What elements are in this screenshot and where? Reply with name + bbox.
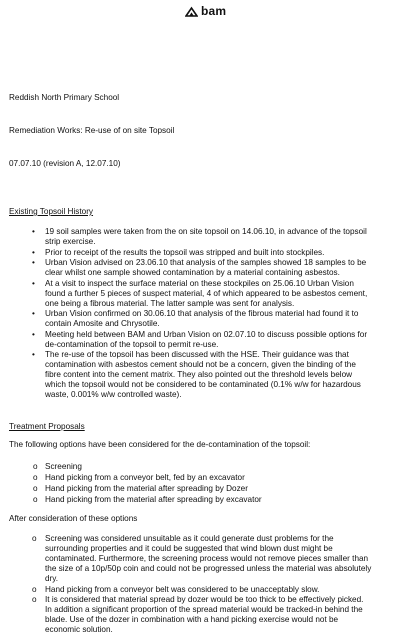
logo-text: bam: [201, 4, 227, 18]
list-item: o Hand picking from the material after spreading by excavator: [33, 495, 262, 504]
list-item: • Meeting held between BAM and Urban Vision on 02.07.10 to discuss possible options for de-contamination of the topsoil to permit re-use.: [32, 329, 368, 349]
document-subject: Remediation Works: Re-use of on site Topsoil: [9, 126, 175, 135]
circle-bullet-icon: o: [33, 495, 38, 504]
after-consideration-heading: After consideration of these options: [9, 514, 138, 523]
list-item: • The re-use of the topsoil has been discussed with the HSE. Their guidance was that contamination with asbestos cement should not be a concern, given the binding of the fibre content into the cement matrix. They also pointed out the threshold levels below which the topsoil would not be considered to be contaminated (0.1% w/w for hazardous waste, 0.001% w/w controlled waste).: [32, 350, 361, 399]
bam-logo-icon: [185, 6, 198, 17]
document-date: 07.07.10 (revision A, 12.07.10): [9, 159, 121, 168]
circle-bullet-icon: o: [33, 462, 38, 471]
list-item: o Hand picking from a conveyor belt, fed by an excavator: [33, 473, 245, 482]
list-item: o Screening: [33, 462, 82, 471]
bullet-icon: •: [32, 309, 35, 318]
list-item: o Hand picking from the material after spreading by Dozer: [33, 484, 248, 493]
bullet-icon: •: [32, 247, 35, 257]
bullet-icon: •: [32, 258, 35, 267]
school-name: Reddish North Primary School: [9, 93, 120, 102]
bullet-icon: •: [32, 329, 35, 339]
treatment-heading: Treatment Proposals: [9, 422, 85, 431]
bullet-icon: •: [32, 278, 35, 288]
circle-bullet-icon: o: [32, 595, 37, 604]
treatment-intro: The following options have been considered for the de-contamination of the topsoil:: [9, 440, 311, 449]
options-list: [9, 462, 401, 506]
list-item: o Screening was considered unsuitable as it could generate dust problems for the surrounding properties and it could be suggested that wind blown dust might be contaminated. Furthermore, the screening process would not remove pieces smaller than the size of a 10p/50p coin and could not be progressed unless the material was absolutely dry.: [32, 534, 372, 583]
list-item: • Prior to receipt of the results the topsoil was stripped and built into stockpiles.: [32, 247, 325, 257]
company-logo: [185, 4, 226, 19]
bullet-icon: •: [32, 350, 35, 359]
bullet-icon: •: [32, 227, 35, 236]
circle-bullet-icon: o: [32, 584, 37, 594]
list-item: • Urban Vision confirmed on 30.06.10 that analysis of the fibrous material had found it to contain Amosite and Chrysotile.: [32, 309, 359, 328]
circle-bullet-icon: o: [32, 534, 37, 543]
existing-history-heading: Existing Topsoil History: [9, 207, 94, 216]
list-item: • Urban Vision advised on 23.06.10 that analysis of the samples showed 18 samples to be clear whilst one sample showed contamination by a material containing asbestos.: [32, 258, 367, 277]
circle-bullet-icon: o: [33, 473, 38, 482]
list-item: • At a visit to inspect the surface material on these stockpiles on 25.06.10 Urban Vision found a further 5 pieces of suspect material, 4 of which appeared to be asbestos cement, one being a fibrous material. The latter sample was sent for analysis.: [32, 278, 368, 308]
circle-bullet-icon: o: [33, 484, 38, 493]
list-item: o Hand picking from a conveyor belt was considered to be unacceptably slow.: [32, 584, 320, 594]
conclusions-list: [9, 534, 401, 636]
existing-history-list: [9, 227, 401, 401]
list-item: o It is considered that material spread by dozer would be too thick to be effectively picked. In addition a significant proportion of the spread material would be tracked-in behind the blade. Use of the dozer in combination with a hand picking exercise would not be economic solution.: [32, 595, 364, 634]
list-item: • 19 soil samples were taken from the on site topsoil on 14.06.10, in advance of the topsoil strip exercise.: [32, 227, 367, 246]
